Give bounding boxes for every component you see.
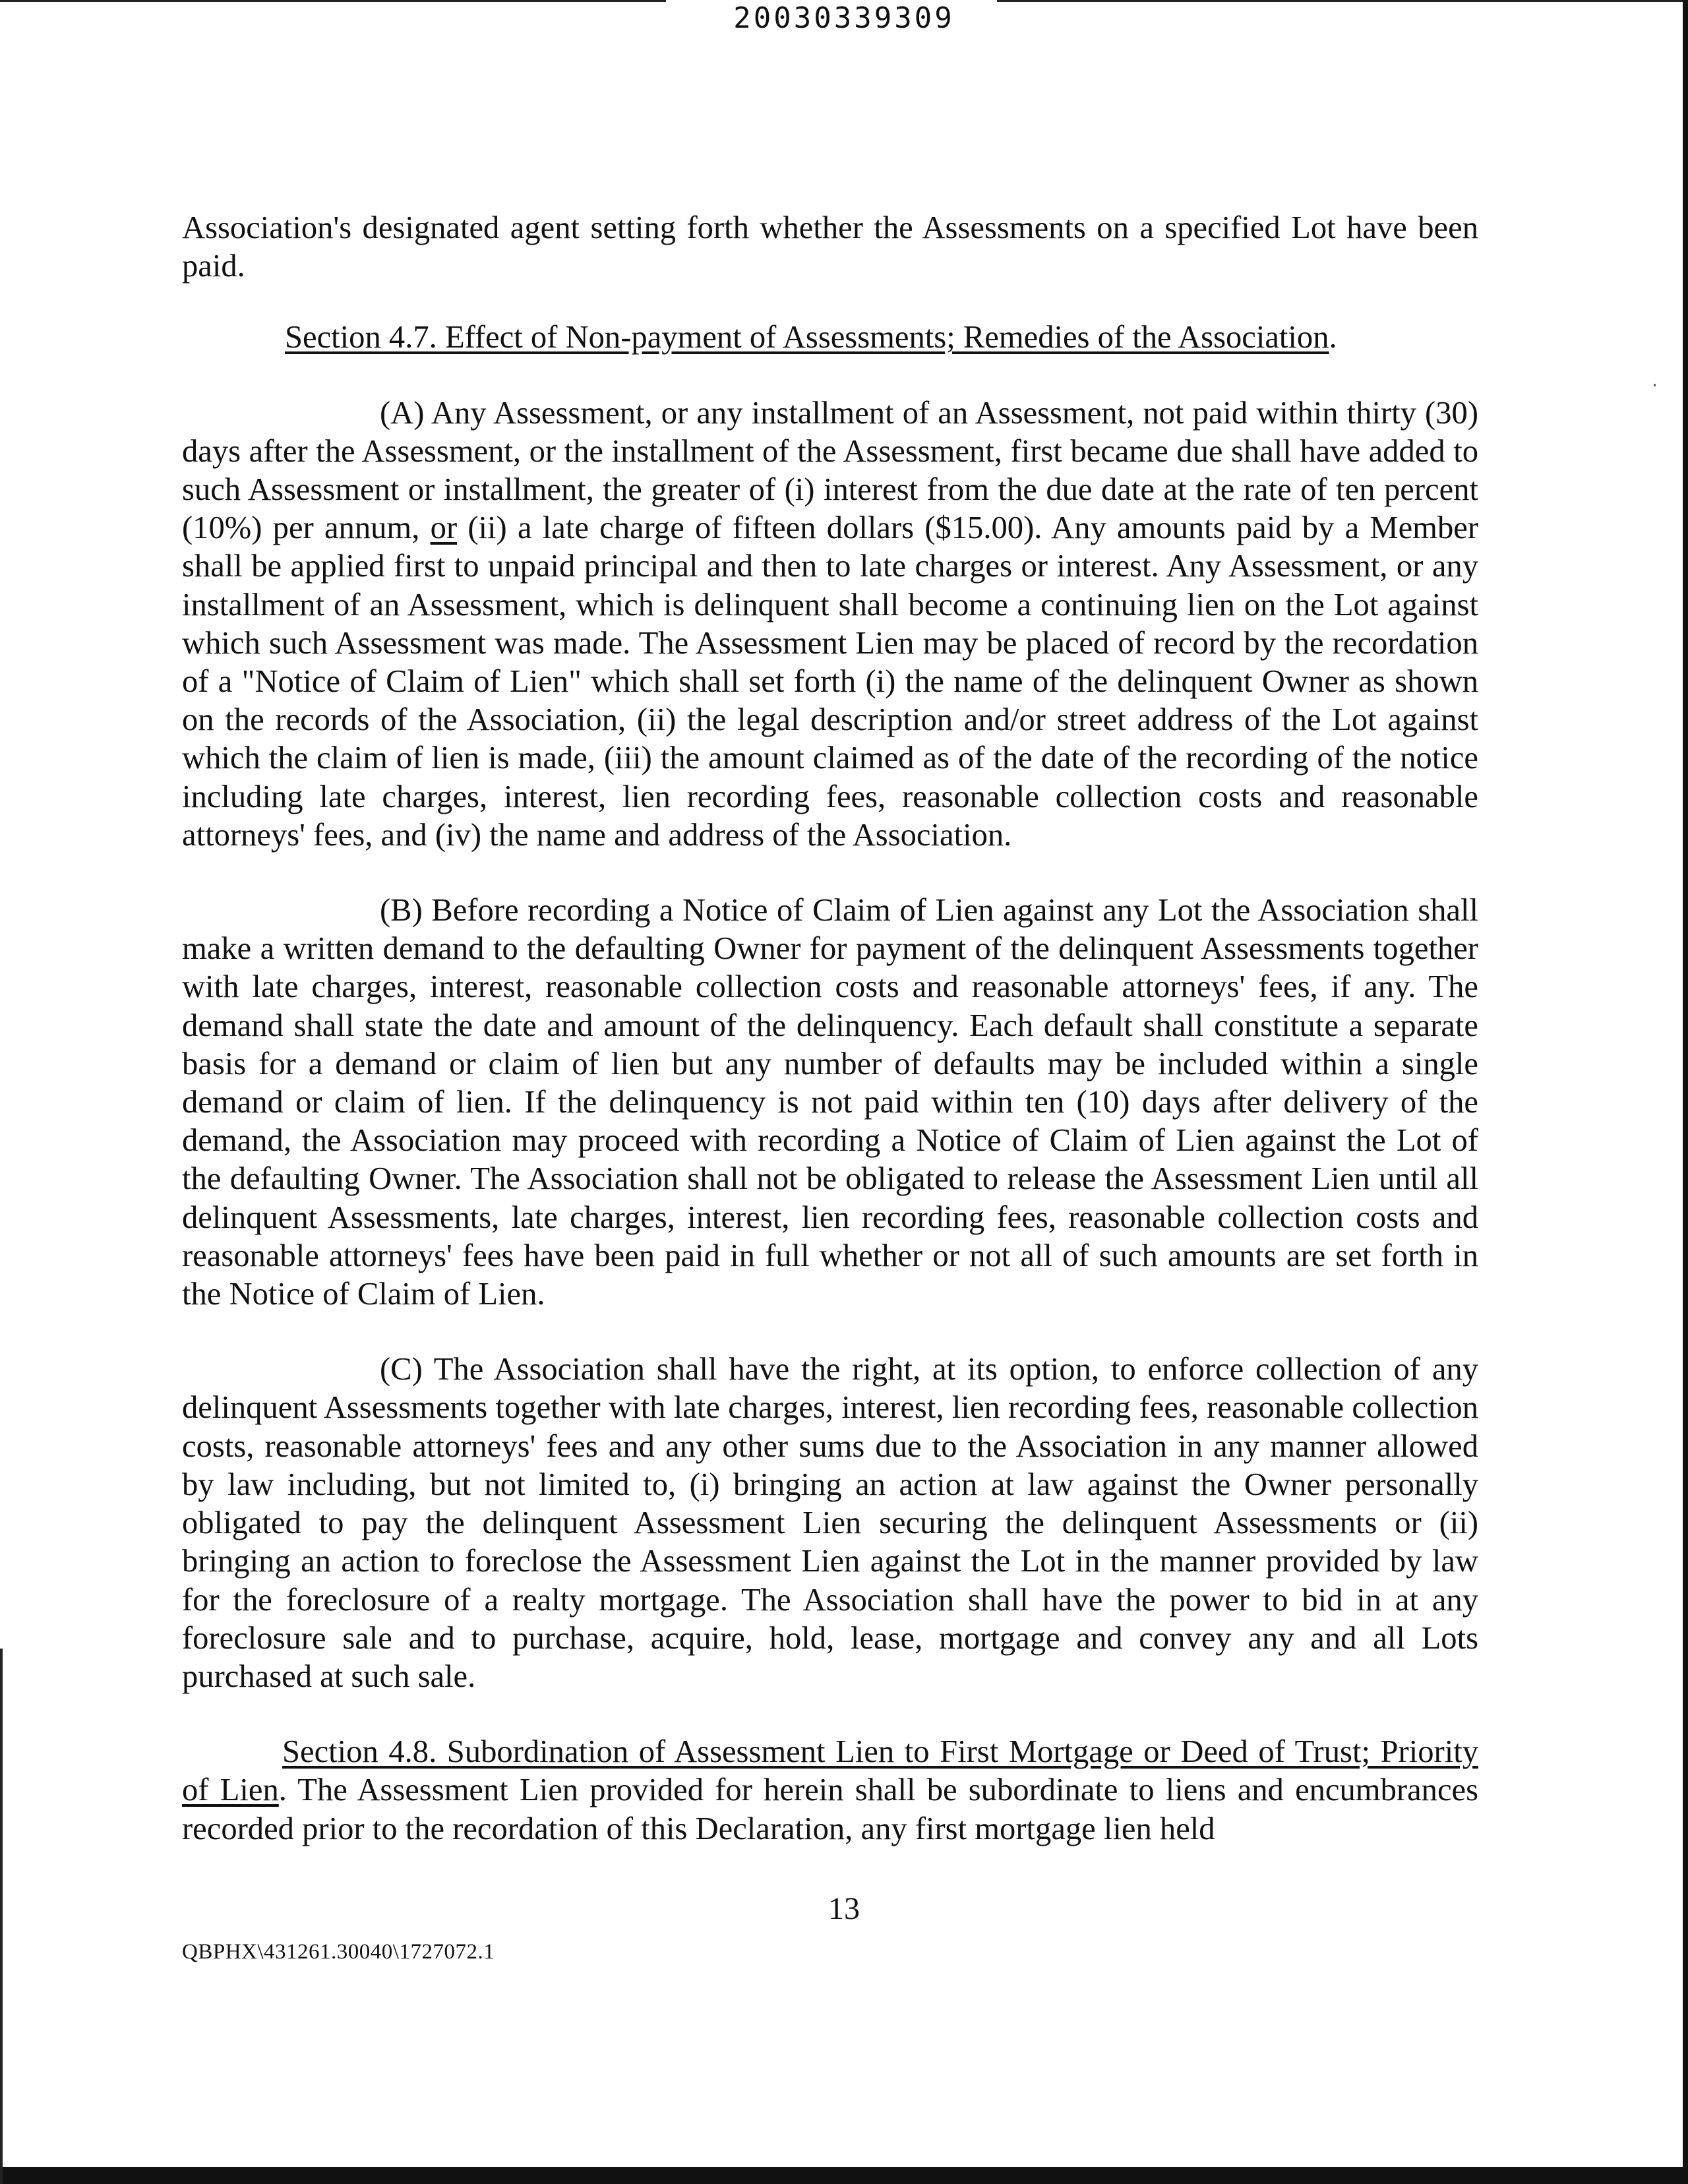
continued-paragraph: Association's designated agent setting forth whether the Assessments on a specified Lot have been paid. [182,210,1478,284]
page-border-right [1683,0,1688,2184]
paragraph-c: (C) The Association shall have the right, at its option, to enforce collection of any delinquent Assessments together with late charges, interest, lien recording fees, reasonable collection costs, reasonable attorneys' fees and any other sums due to the Association in any manner allowed by law including, but not limited to, (i) bringing an action at law against the Owner personally obligated to pay the delinquent Assessment Lien securing the delinquent Assessments or (ii) bringing an action to foreclose the Assessment Lien against the Lot in the manner provided by law for the foreclosure of a realty mortgage. The Association shall have the power to bid in at any foreclosure sale and to purchase, acquire, hold, lease, mortgage and convey any and all Lots purchased at such sale. [182,1351,1478,1694]
paragraph-b: (B) Before recording a Notice of Claim of Lien against any Lot the Association shall make a written demand to the defaulting Owner for payment of the delinquent Assessments together with late charges, interest, reasonable collection costs and reasonable attorneys' fees, if any. The demand shall state the date and amount of the delinquency. Each default shall constitute a separate basis for a demand or claim of lien but any number of defaults may be included within a single demand or claim of lien. If the delinquency is not paid within ten (10) days after delivery of the demand, the Association may proceed with recording a Notice of Claim of Lien against the Lot of the defaulting Owner. The Association shall not be obligated to release the Assessment Lien until all delinquent Assessments, late charges, interest, lien recording fees, reasonable collection costs and reasonable attorneys' fees have been paid in full whether or not all of such amounts are set forth in the Notice of Claim of Lien. [182,892,1478,1312]
section-4-7-title: Section 4.7. Effect of Non-payment of Assessments; Remedies of the Association [285,319,1329,355]
paragraph-a-or: or [430,510,458,546]
section-4-8-period: . [278,1772,287,1808]
section-4-7-period: . [1329,319,1337,355]
document-recording-number: 20030339309 [733,1,955,35]
scan-speck [1654,384,1656,386]
paragraph-a-part-1: (A) Any Assessment, or any installment of an Assessment, not paid within thirty (30) days after the Assessment, or the installment of the Assessment, first became due shall have added to such Assessment or installment, the greater of (i) interest from the due date at the rate of ten percent (10%) per annum, [182,394,1478,546]
page-body [182,208,1478,1848]
paragraph-a [182,394,1478,854]
section-4-7-heading [182,318,1478,356]
section-4-8-text: The Assessment Lien provided for herein shall be subordinate to liens and encumbrances recorded prior to the recordation of this Declaration, any first mortgage lien held [182,1772,1478,1846]
page-number: 13 [828,1891,860,1926]
section-4-8-title: Section 4.8. Subordination of Assessment Lien to First Mortgage or Deed of Trust; Priority of Lien [182,1734,1478,1808]
document-id: QBPHX\431261.30040\1727072.1 [182,1940,495,1964]
paragraph-a-part-2: (ii) a late charge of fifteen dollars ($15.00). Any amounts paid by a Member shall be applied first to unpaid principal and then to late charges or interest. Any Assessment, or any installment of an Assessment, which is delinquent shall become a continuing lien on the Lot against which such Assessment was made. The Assessment Lien may be placed of record by the recordation of a "Notice of Claim of Lien" which shall set forth (i) the name of the delinquent Owner as shown on the records of the Association, (ii) the legal description and/or street address of the Lot against which the claim of lien is made, (iii) the amount claimed as of the date of the recording of the notice including late charges, interest, lien recording fees, reasonable collection costs and reasonable attorneys' fees, and (iv) the name and address of the Association. [182,510,1479,853]
page-border-bottom [0,2167,1688,2184]
section-4-8 [182,1732,1478,1848]
